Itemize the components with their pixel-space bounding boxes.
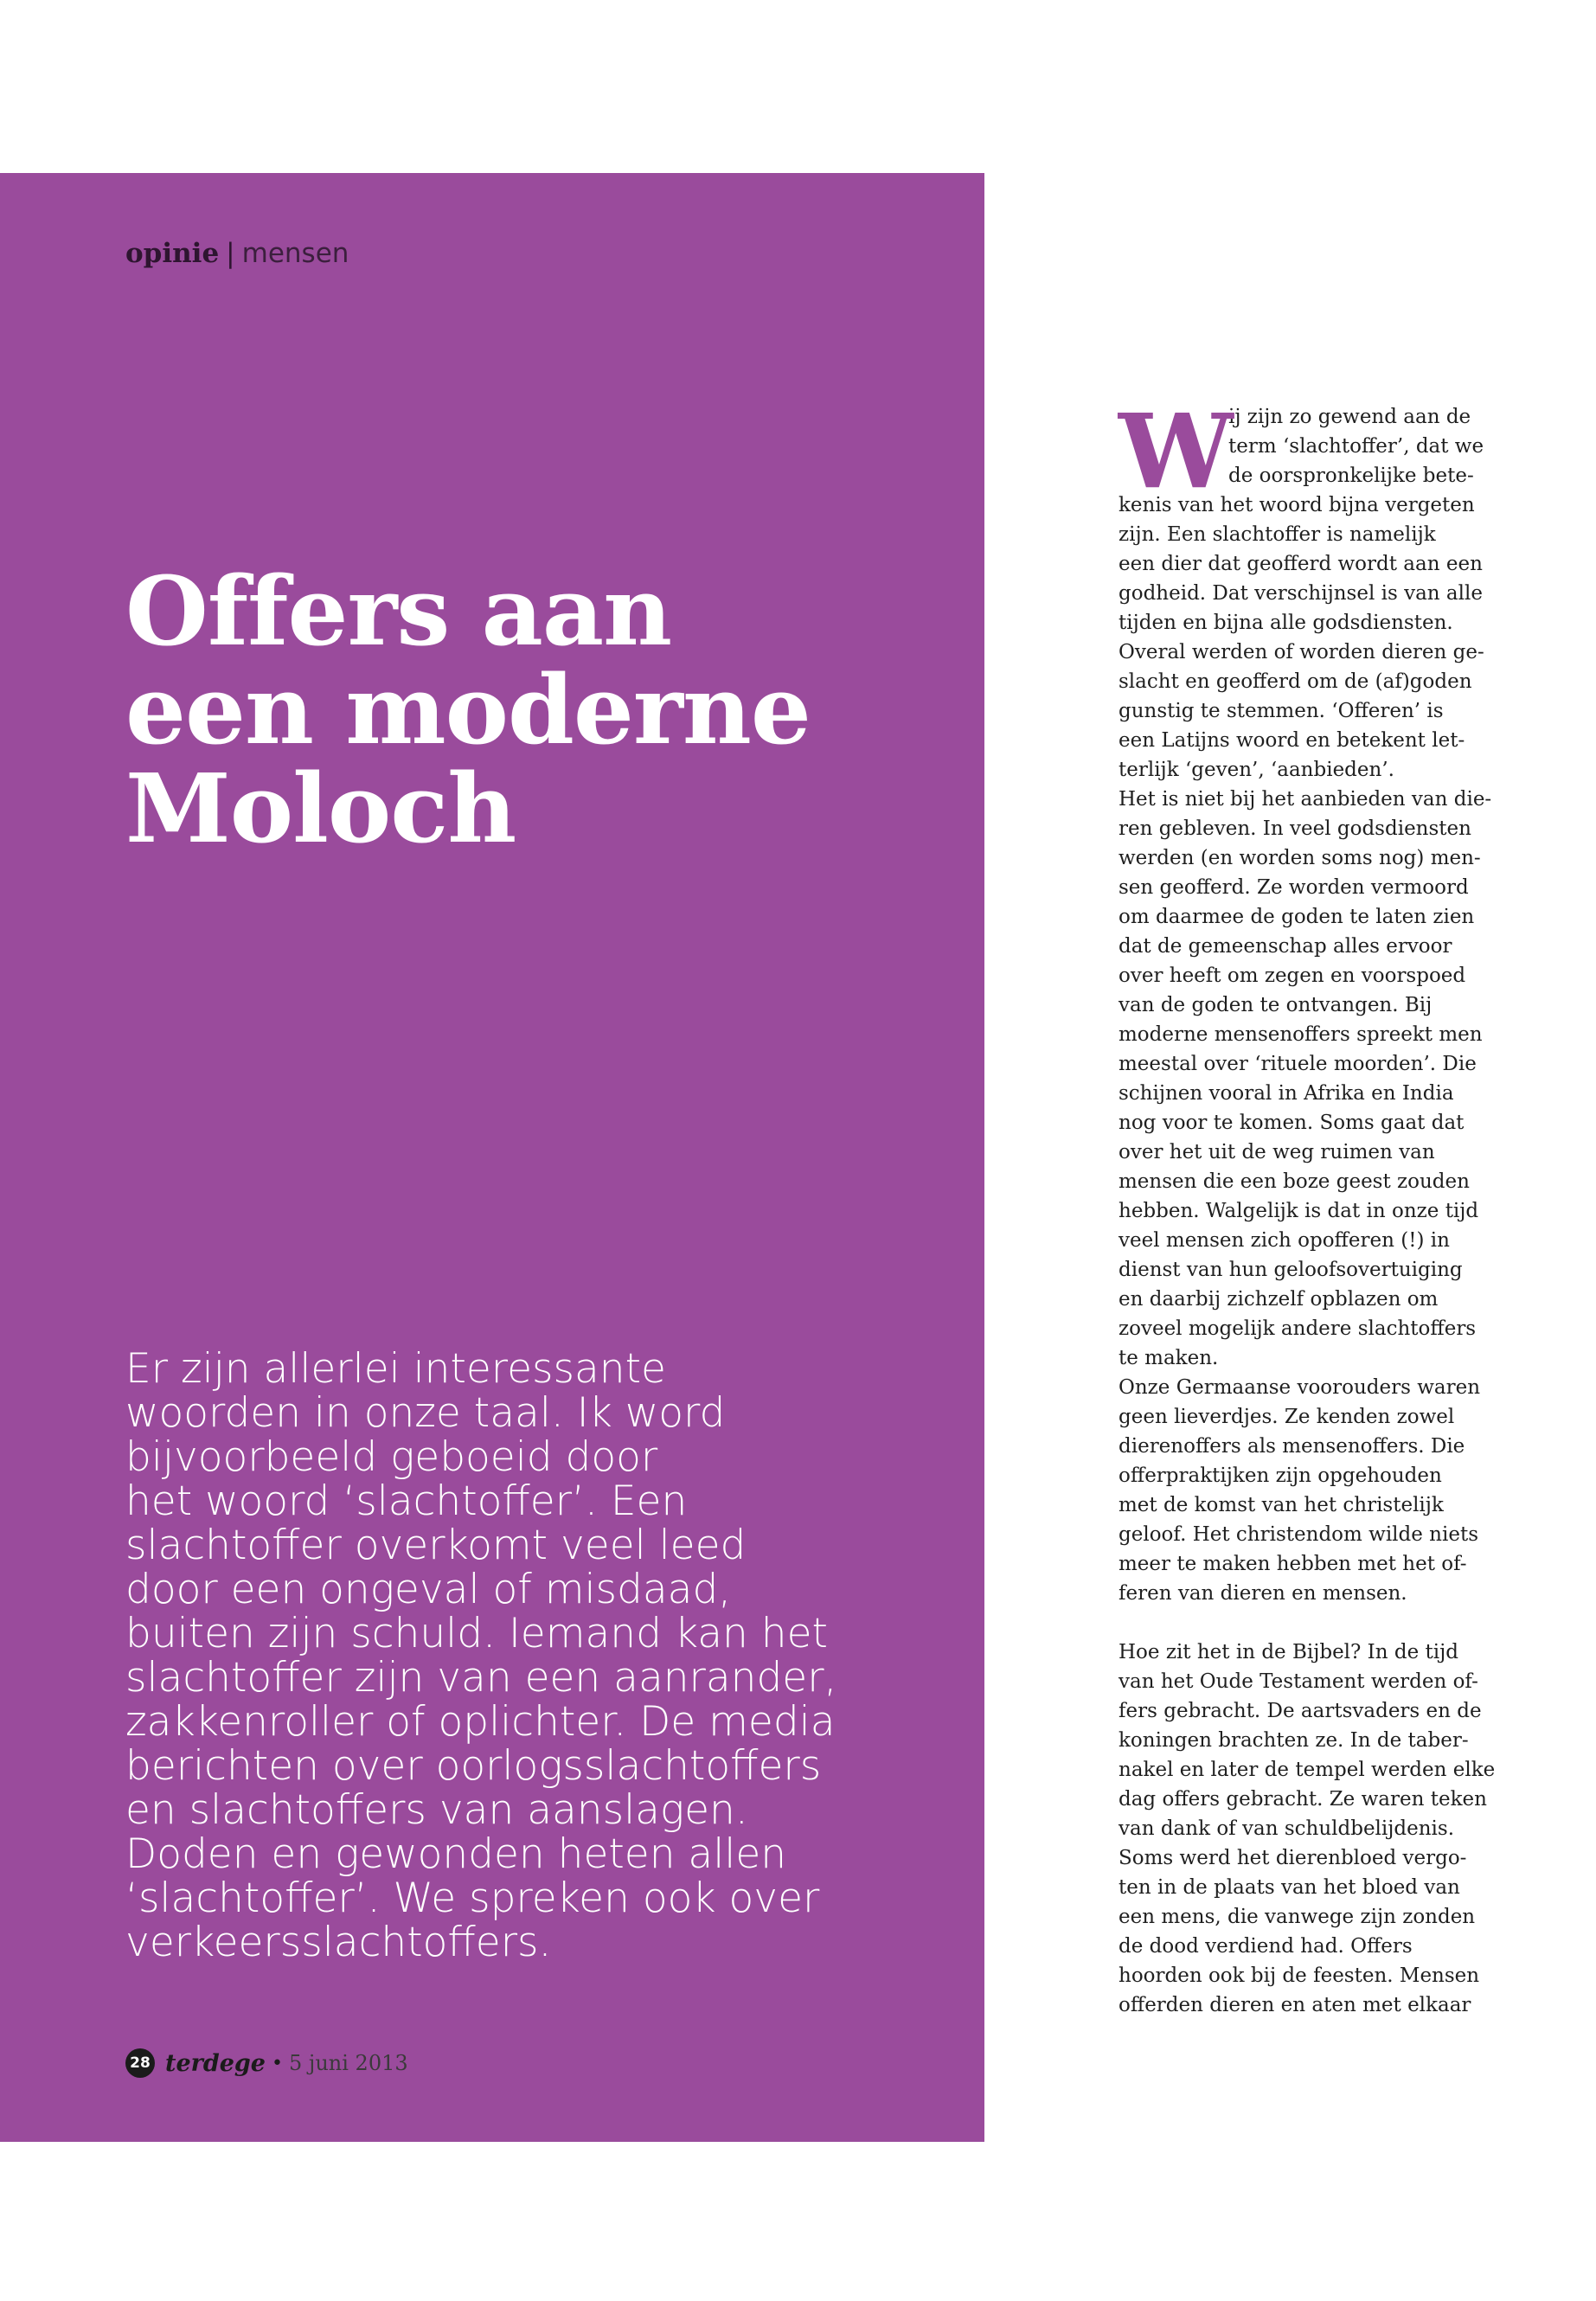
body-line: meer te maken hebben met het of- — [1118, 1553, 1467, 1575]
body-line: gunstig te stemmen. ‘Offeren’ is — [1118, 700, 1444, 722]
body-line: mensen die een boze geest zouden — [1118, 1170, 1470, 1193]
body-line: een mens, die vanwege zijn zonden — [1118, 1906, 1476, 1928]
body-line: de dood verdiend had. Offers — [1118, 1935, 1413, 1958]
body-line: Het is niet bij het aanbieden van die- — [1118, 788, 1492, 811]
intro-line: bijvoorbeeld geboeid door — [125, 1433, 658, 1481]
body-line: offerpraktijken zijn opgehouden — [1118, 1465, 1442, 1487]
body-line: Onze Germaanse voorouders waren — [1118, 1376, 1481, 1399]
body-line: over het uit de weg ruimen van — [1118, 1141, 1435, 1163]
intro-line: slachtoffer overkomt veel leed — [125, 1522, 747, 1569]
purple-panel — [0, 173, 984, 2142]
section-separator: | — [226, 238, 235, 269]
body-line: van de goden te ontvangen. Bij — [1118, 994, 1433, 1016]
body-line: veel mensen zich opofferen (!) in — [1118, 1229, 1450, 1252]
body-line: dag offers gebracht. Ze waren teken — [1118, 1788, 1487, 1811]
body-line: nog voor te komen. Soms gaat dat — [1118, 1112, 1465, 1134]
body-line: moderne mensenoffers spreekt men — [1118, 1023, 1483, 1046]
intro-line: Doden en gewonden heten allen — [125, 1830, 787, 1878]
intro-line: zakkenroller of oplichter. De media — [125, 1698, 836, 1746]
footer-bullet: • — [272, 2052, 283, 2074]
body-line: ten in de plaats van het bloed van — [1118, 1876, 1460, 1899]
body-line: feren van dieren en mensen. — [1118, 1582, 1407, 1605]
body-line: slacht en geofferd om de (af)goden — [1118, 670, 1472, 693]
intro-line: ‘slachtoffer’. We spreken ook over — [125, 1875, 820, 1922]
body-line: dat de gemeenschap alles ervoor — [1118, 935, 1452, 958]
body-line: koningen brachten ze. In de taber- — [1118, 1729, 1469, 1752]
body-line: en daarbij zichzelf opblazen om — [1118, 1288, 1439, 1311]
body-line: om daarmee de goden te laten zien — [1118, 906, 1475, 928]
intro-line: berichten over oorlogsslachtoffers — [125, 1742, 822, 1790]
body-line: tijden en bijna alle godsdiensten. — [1118, 612, 1453, 634]
issue-date: 5 juni 2013 — [288, 2051, 408, 2075]
body-line: de oorspronkelijke bete- — [1228, 465, 1474, 487]
intro-line: door een ongeval of misdaad, — [125, 1566, 732, 1613]
body-line: hoorden ook bij de feesten. Mensen — [1118, 1965, 1480, 1987]
body-line: hebben. Walgelijk is dat in onze tijd — [1118, 1200, 1479, 1222]
body-line: zoveel mogelijk andere slachtoffers — [1118, 1317, 1477, 1340]
section-name: opinie — [125, 238, 220, 269]
body-line: dienst van hun geloofsovertuiging — [1118, 1259, 1463, 1281]
body-line: geloof. Het christendom wilde niets — [1118, 1523, 1478, 1546]
body-line: ij zijn zo gewend aan de — [1228, 406, 1471, 428]
body-line: nakel en later de tempel werden elke — [1118, 1759, 1496, 1781]
body-line: ren gebleven. In veel godsdiensten — [1118, 817, 1471, 840]
body-line: Hoe zit het in de Bijbel? In de tijd — [1118, 1641, 1458, 1663]
body-line: over heeft om zegen en voorspoed — [1118, 965, 1466, 987]
body-line: godheid. Dat verschijnsel is van alle — [1118, 582, 1483, 605]
body-line: geen lieverdjes. Ze kenden zowel — [1118, 1406, 1455, 1428]
article-headline — [125, 555, 956, 864]
paragraph-gap — [1118, 1608, 1490, 1638]
body-line: een Latijns woord en betekent let- — [1118, 729, 1465, 752]
body-line: sen geofferd. Ze worden vermoord — [1118, 876, 1469, 899]
body-line: Overal werden of worden dieren ge- — [1118, 641, 1484, 663]
intro-line: verkeersslachtoffers. — [125, 1919, 552, 1966]
body-line: te maken. — [1118, 1347, 1219, 1369]
body-line: terlijk ‘geven’, ‘aanbieden’. — [1118, 759, 1394, 781]
intro-line: Er zijn allerlei interessante — [125, 1345, 666, 1393]
article-intro — [125, 1347, 965, 1965]
body-line: schijnen vooral in Afrika en India — [1118, 1082, 1454, 1105]
body-line: een dier dat geofferd wordt aan een — [1118, 553, 1483, 575]
drop-cap: W — [1118, 391, 1234, 511]
body-line: dierenoffers als mensenoffers. Die — [1118, 1435, 1465, 1458]
headline-line: een moderne — [125, 654, 811, 766]
page-number-badge: 28 — [125, 2048, 155, 2078]
body-line: van dank of van schuldbelijdenis. — [1118, 1817, 1455, 1840]
article-body — [1118, 391, 1496, 2020]
body-line: offerden dieren en aten met elkaar — [1118, 1994, 1471, 2016]
headline-line: Offers aan — [125, 555, 672, 667]
intro-line: woorden in onze taal. Ik word — [125, 1389, 726, 1437]
body-line: Soms werd het dierenbloed vergo- — [1118, 1847, 1467, 1869]
intro-line: het woord ‘slachtoffer’. Een — [125, 1477, 688, 1525]
body-line: fers gebracht. De aartsvaders en de — [1118, 1700, 1482, 1722]
section-label — [125, 238, 349, 269]
body-line: met de komst van het christelijk — [1118, 1494, 1444, 1516]
body-line: werden (en worden soms nog) men- — [1118, 847, 1481, 869]
intro-line: buiten zijn schuld. Iemand kan het — [125, 1610, 828, 1657]
headline-line: Moloch — [125, 753, 516, 864]
body-line: meestal over ‘rituele moorden’. Die — [1118, 1053, 1477, 1075]
intro-line: en slachtoffers van aanslagen. — [125, 1786, 748, 1834]
body-line: van het Oude Testament werden of- — [1118, 1670, 1478, 1693]
intro-line: slachtoffer zijn van een aanrander, — [125, 1654, 837, 1702]
body-line: zijn. Een slachtoffer is namelijk — [1118, 523, 1436, 546]
body-line: term ‘slachtoffer’, dat we — [1228, 435, 1484, 458]
page-footer — [125, 2048, 408, 2078]
body-line: kenis van het woord bijna vergeten — [1118, 494, 1475, 516]
magazine-logo: terdege — [165, 2049, 266, 2077]
section-subname: mensen — [241, 238, 349, 269]
